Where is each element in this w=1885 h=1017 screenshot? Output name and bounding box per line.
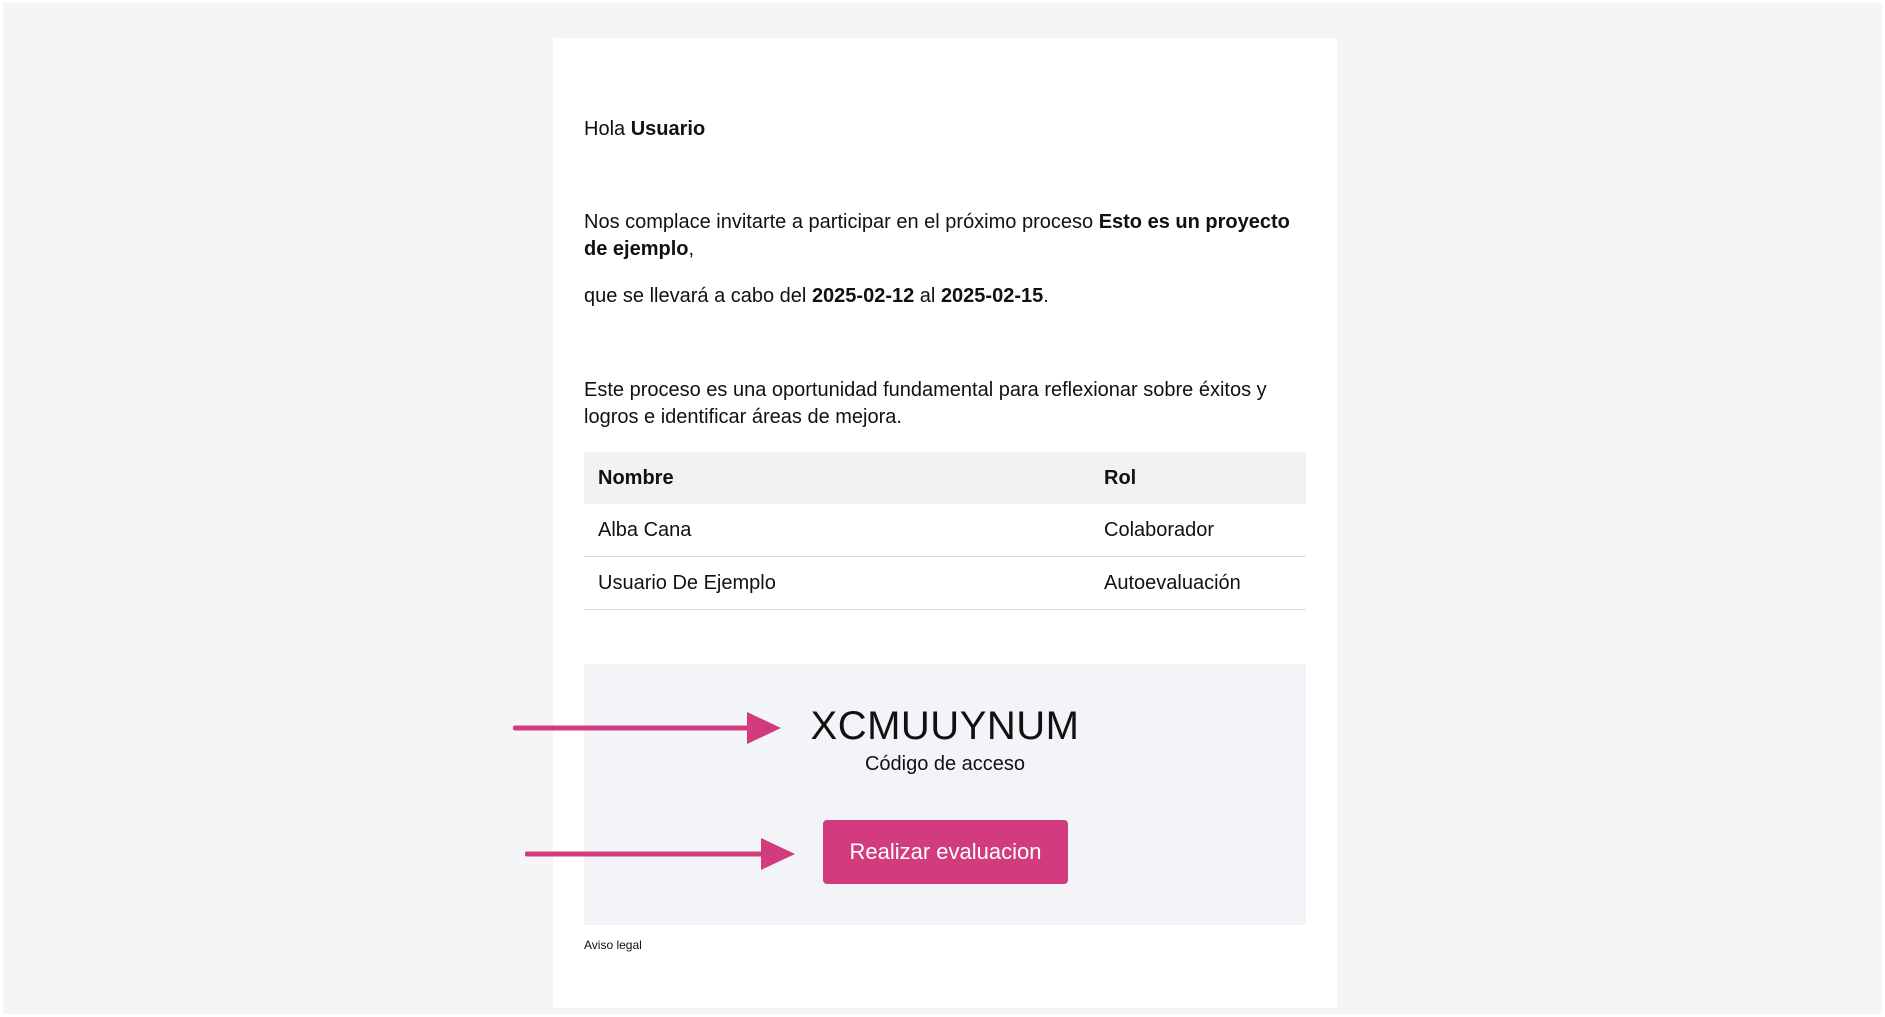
access-box	[584, 664, 1306, 925]
description-paragraph: Este proceso es una oportunidad fundamental para reflexionar sobre éxitos y logros e identificar áreas de mejora.	[584, 379, 1267, 428]
legal-notice-link[interactable]: Aviso legal	[584, 938, 642, 952]
dates-between: al	[914, 285, 941, 307]
start-evaluation-button[interactable]: Realizar evaluacion	[823, 820, 1068, 884]
end-date: 2025-02-15	[940, 285, 1044, 307]
column-header-name: Nombre	[584, 452, 1090, 504]
access-code-label: Código de acceso	[864, 753, 1026, 775]
arrow-right-icon	[525, 834, 797, 874]
invite-text: Nos complace invitarte a participar en el próximo proceso	[584, 211, 1099, 233]
dates-text: que se llevará a cabo del	[584, 285, 812, 307]
access-code: XCMUUYNUM	[810, 704, 1080, 748]
evaluations-table	[584, 452, 1306, 610]
table-cell-role: Autoevaluación	[1090, 557, 1306, 610]
arrow-right-icon	[513, 708, 783, 748]
table-row	[584, 557, 1306, 610]
table-cell-name: Alba Cana	[584, 504, 1090, 557]
greeting	[584, 116, 705, 142]
dates-punctuation: .	[1043, 285, 1049, 307]
column-header-role: Rol	[1090, 452, 1306, 504]
invite-punctuation: ,	[688, 238, 695, 260]
greeting-name: Usuario	[630, 118, 706, 140]
start-date: 2025-02-12	[811, 285, 915, 307]
table-cell-name: Usuario De Ejemplo	[584, 557, 1090, 610]
greeting-prefix: Hola	[584, 118, 631, 140]
table-cell-role: Colaborador	[1090, 504, 1306, 557]
page-background	[3, 3, 1882, 1014]
project-name: Esto es un proyecto de ejemplo	[584, 211, 1290, 260]
table-row	[584, 504, 1306, 557]
invite-paragraph	[584, 209, 1306, 263]
table-header-row	[584, 452, 1306, 504]
dates-paragraph	[584, 283, 1306, 310]
